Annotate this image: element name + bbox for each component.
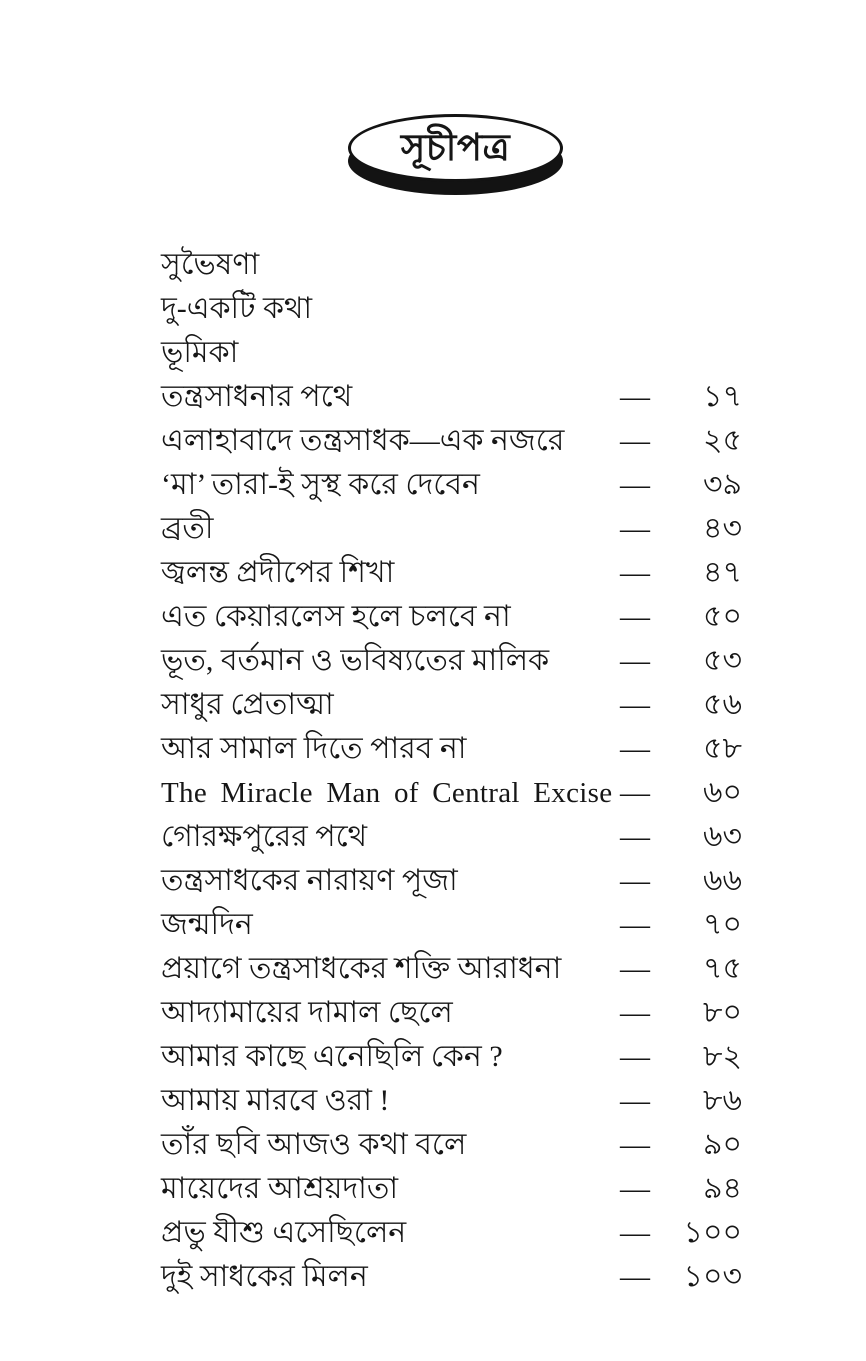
- toc-row: [161, 903, 742, 947]
- toc-page-number: ৮২: [703, 1040, 742, 1073]
- toc-page-number: ১০০: [683, 1216, 742, 1249]
- toc-dash: —: [620, 1172, 650, 1205]
- toc-entry-title: জ্বলন্ত প্রদীপের শিখা: [161, 556, 395, 589]
- toc-page-number: ৫৮: [703, 732, 742, 765]
- toc-row: [161, 1035, 742, 1079]
- toc-row: [161, 551, 742, 595]
- toc-page-number: ৬৬: [702, 864, 742, 897]
- toc-row: [161, 419, 742, 463]
- toc-entry-title: আদ্যামায়ের দামাল ছেলে: [161, 996, 453, 1029]
- toc-dash: —: [620, 424, 650, 457]
- toc-page-number: ৫০: [703, 600, 742, 633]
- toc-row: [161, 287, 742, 331]
- toc-row: [161, 683, 742, 727]
- toc-entry-title: ভূত, বর্তমান ও ভবিষ্যতের মালিক: [161, 644, 550, 677]
- toc-list: [161, 243, 742, 1299]
- toc-entry-title: ব্রতী: [161, 512, 214, 545]
- toc-row: [161, 243, 742, 287]
- toc-row: [161, 727, 742, 771]
- toc-entry-title: এলাহাবাদে তন্ত্রসাধক—এক নজরে: [161, 424, 565, 457]
- toc-row: [161, 991, 742, 1035]
- toc-page-number: ৩৯: [703, 468, 742, 501]
- toc-dash: —: [620, 996, 650, 1029]
- toc-entry-title: দুই সাধকের মিলন: [161, 1260, 368, 1293]
- toc-row: [161, 859, 742, 903]
- toc-dash: —: [620, 776, 650, 809]
- toc-dash: —: [620, 556, 650, 589]
- toc-dash: —: [620, 600, 650, 633]
- toc-page-number: ৭০: [702, 908, 742, 941]
- toc-entry-title: তাঁর ছবি আজও কথা বলে: [161, 1128, 467, 1161]
- toc-page-number: ২৫: [703, 424, 742, 457]
- toc-row: [161, 1167, 742, 1211]
- toc-row: [161, 815, 742, 859]
- toc-entry-title: প্রভু যীশু এসেছিলেন: [161, 1216, 407, 1249]
- toc-row: [161, 507, 742, 551]
- toc-dash: —: [620, 1084, 650, 1117]
- toc-page-number: ৯০: [703, 1128, 742, 1161]
- toc-page-number: ৯৪: [703, 1172, 742, 1205]
- contents-title-badge: [348, 114, 563, 196]
- toc-entry-title: প্রয়াগে তন্ত্রসাধকের শক্তি আরাধনা: [161, 952, 562, 985]
- page-title: সূচীপত্র: [400, 127, 511, 169]
- toc-page-number: ১৭: [703, 380, 742, 413]
- toc-dash: —: [620, 1040, 650, 1073]
- toc-dash: —: [620, 732, 650, 765]
- toc-dash: —: [620, 688, 650, 721]
- badge-face-ellipse: [348, 114, 563, 182]
- toc-row: [161, 595, 742, 639]
- toc-page-number: ৮০: [703, 996, 742, 1029]
- toc-entry-title: The Miracle Man of Central Excise: [161, 777, 613, 809]
- toc-entry-title: সুভৈষণা: [161, 248, 260, 281]
- toc-row: [161, 1211, 742, 1255]
- toc-entry-title: আমার কাছে এনেছিলি কেন ?: [161, 1040, 503, 1073]
- toc-page-number: ১০৩: [683, 1260, 742, 1293]
- toc-entry-title: আর সামাল দিতে পারব না: [161, 732, 467, 765]
- toc-row: [161, 771, 742, 815]
- toc-entry-title: জন্মদিন: [161, 908, 253, 941]
- toc-entry-title: ‘মা’ তারা-ই সুস্থ করে দেবেন: [161, 468, 480, 501]
- toc-page-number: ৮৬: [703, 1084, 742, 1117]
- toc-page-number: ৬৩: [702, 820, 742, 853]
- toc-dash: —: [620, 820, 650, 853]
- toc-dash: —: [620, 468, 650, 501]
- toc-dash: —: [620, 908, 650, 941]
- toc-row: [161, 1123, 742, 1167]
- toc-entry-title: সাধুর প্রেতাত্মা: [161, 688, 334, 721]
- toc-dash: —: [620, 952, 650, 985]
- toc-entry-title: ভূমিকা: [161, 336, 239, 369]
- toc-page-number: ৫৬: [703, 688, 742, 721]
- toc-entry-title: দু-একটি কথা: [161, 292, 313, 325]
- toc-page-number: ৭৫: [703, 952, 742, 985]
- toc-dash: —: [620, 864, 650, 897]
- toc-entry-title: তন্ত্রসাধনার পথে: [161, 380, 353, 413]
- toc-row: [161, 639, 742, 683]
- toc-dash: —: [620, 644, 650, 677]
- toc-entry-title: গোরক্ষপুরের পথে: [161, 820, 368, 853]
- toc-entry-title: এত কেয়ারলেস হলে চলবে না: [161, 600, 511, 633]
- toc-row: [161, 947, 742, 991]
- toc-page-number: ৪৩: [703, 512, 742, 545]
- toc-row: [161, 331, 742, 375]
- toc-dash: —: [620, 1216, 650, 1249]
- toc-row: [161, 1255, 742, 1299]
- toc-dash: —: [620, 1260, 650, 1293]
- toc-entry-title: আমায় মারবে ওরা !: [161, 1084, 390, 1117]
- toc-page-number: ৫৩: [703, 644, 742, 677]
- toc-dash: —: [620, 380, 650, 413]
- toc-page-number: ৪৭: [703, 556, 742, 589]
- toc-row: [161, 463, 742, 507]
- toc-dash: —: [620, 512, 650, 545]
- toc-page-number: ৬০: [702, 776, 742, 809]
- toc-dash: —: [620, 1128, 650, 1161]
- toc-entry-title: মায়েদের আশ্রয়দাতা: [161, 1172, 399, 1205]
- toc-row: [161, 375, 742, 419]
- toc-row: [161, 1079, 742, 1123]
- toc-entry-title: তন্ত্রসাধকের নারায়ণ পূজা: [161, 864, 458, 897]
